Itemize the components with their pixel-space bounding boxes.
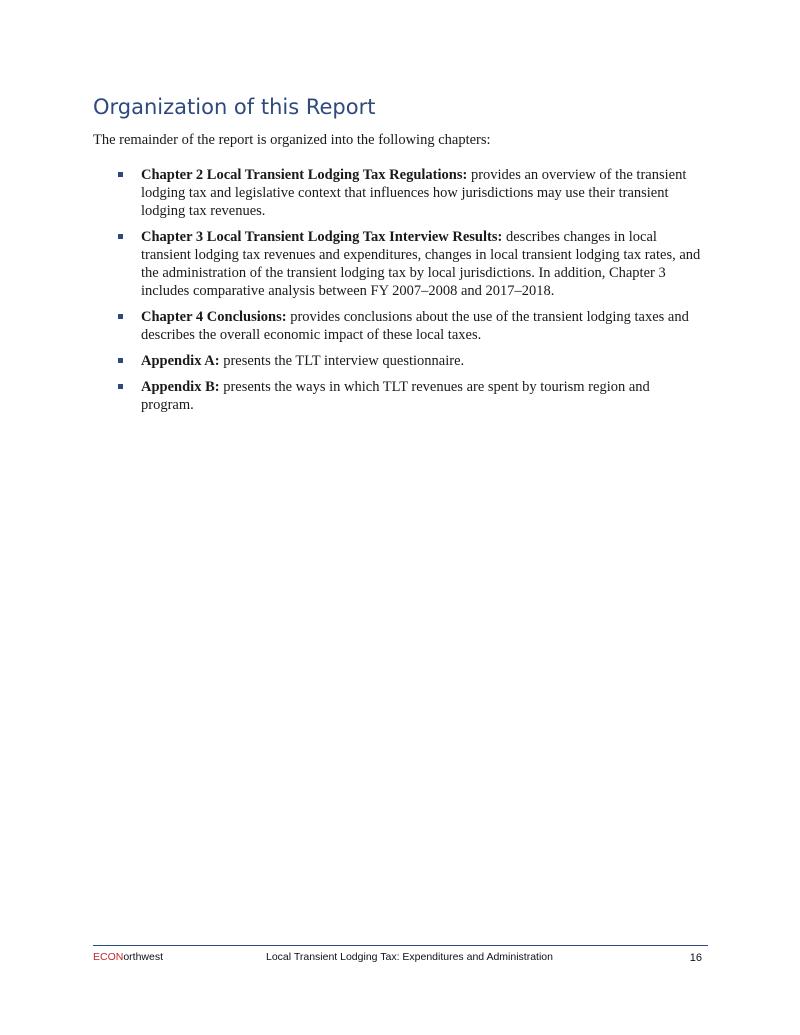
item-description: presents the ways in which TLT revenues are spent by tourism region and program.: [141, 379, 650, 413]
item-title: Appendix A:: [141, 353, 220, 369]
footer-brand: [93, 950, 163, 964]
page-number: 16: [689, 952, 702, 964]
item-description: provides conclusions about the use of the transient lodging taxes and describes the overall economic impact of these local taxes.: [141, 309, 689, 343]
item-title: Chapter 4 Conclusions:: [141, 309, 287, 325]
chapter-list: [141, 166, 701, 422]
section-heading: Organization of this Report: [93, 95, 376, 119]
brand-accent-text: ECON: [93, 951, 124, 963]
footer-title: Local Transient Lodging Tax: Expenditures and Administration: [266, 951, 553, 963]
item-title: Appendix B:: [141, 379, 220, 395]
intro-paragraph: The remainder of the report is organized into the following chapters:: [93, 132, 491, 148]
list-item: [141, 378, 701, 414]
square-bullet-icon: [118, 384, 123, 389]
list-item: [141, 166, 701, 220]
square-bullet-icon: [118, 314, 123, 319]
item-title: Chapter 2 Local Transient Lodging Tax Regulations:: [141, 167, 468, 183]
list-item: [141, 308, 701, 344]
square-bullet-icon: [118, 172, 123, 177]
square-bullet-icon: [118, 358, 123, 363]
item-title: Chapter 3 Local Transient Lodging Tax Interview Results:: [141, 229, 503, 245]
square-bullet-icon: [118, 234, 123, 239]
item-description: describes changes in local transient lodging tax revenues and expenditures, changes in local transient lodging tax rates, and the administration of the transient lodging tax by local jurisdictions. In addition, Chapter 3 includes comparative analysis between FY 2007–2008 and 2017–2018.: [141, 229, 701, 299]
page-footer: [93, 945, 708, 964]
brand-rest-text: orthwest: [123, 951, 164, 963]
list-item: [141, 352, 701, 370]
item-description: presents the TLT interview questionnaire.: [219, 353, 465, 369]
list-item: [141, 228, 701, 300]
item-description: provides an overview of the transient lodging tax and legislative context that influences how jurisdictions may use their transient lodging tax revenues.: [141, 167, 687, 219]
